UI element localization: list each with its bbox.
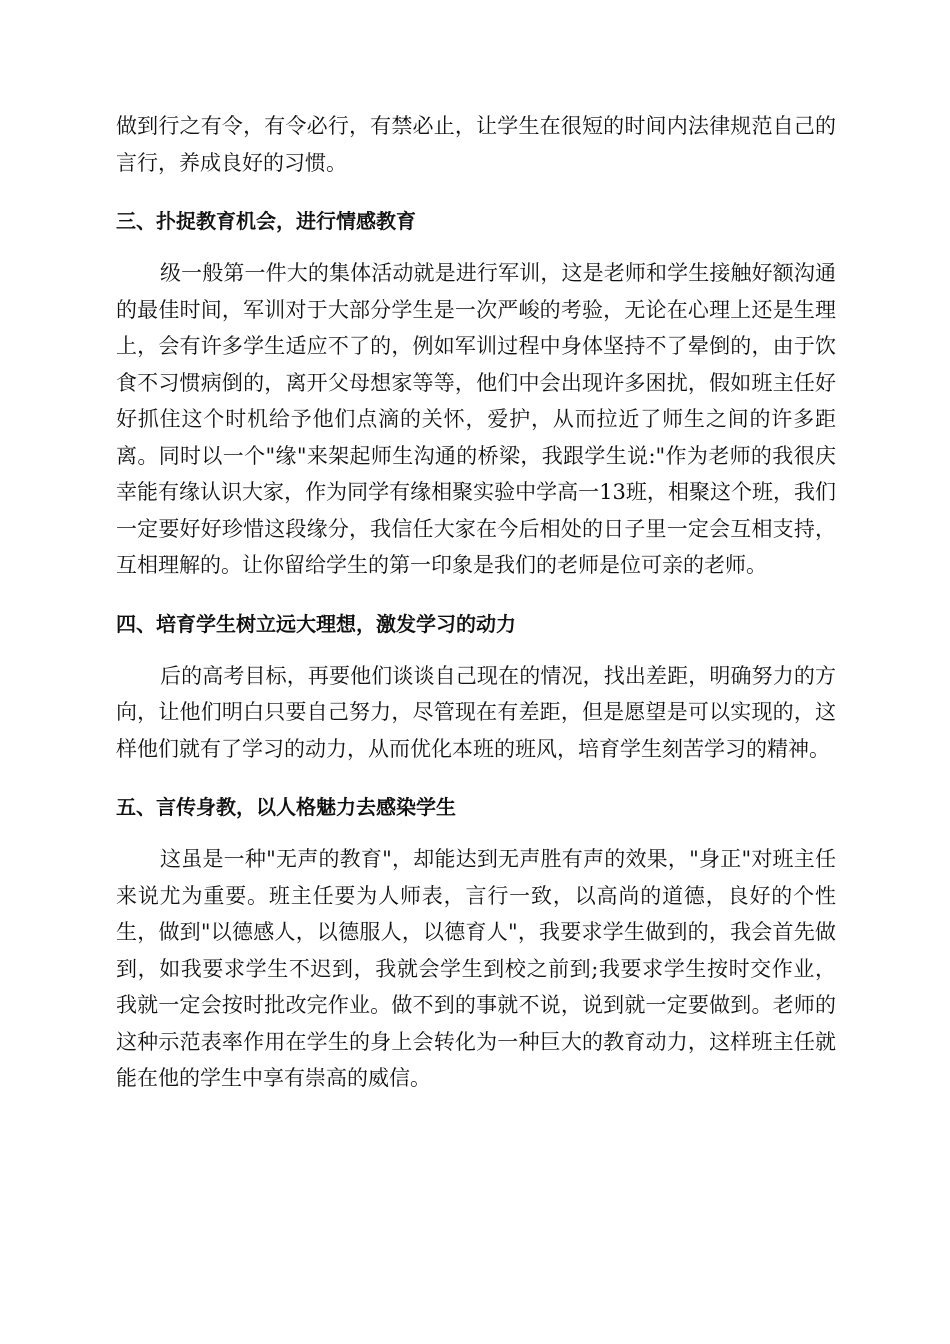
section-5-heading: 五、言传身教，以人格魅力去感染学生 bbox=[116, 795, 456, 819]
document-body bbox=[116, 108, 836, 1097]
section-4-paragraph: 后的高考目标，再要他们谈谈自己现在的情况，找出差距，明确努力的方向，让他们明白只要自己努力，尽管现在有差距，但是愿望是可以实现的，这样他们就有了学习的动力，从而优化本班的班风，培育学生刻苦学习的精神。 bbox=[116, 663, 836, 761]
section-3-heading: 三、扑捉教育机会，进行情感教育 bbox=[116, 209, 416, 233]
section-3-paragraph: 级一般第一件大的集体活动就是进行军训，这是老师和学生接触好额沟通的最佳时间，军训对于大部分学生是一次严峻的考验，无论在心理上还是生理上，会有许多学生适应不了的，例如军训过程中身体坚持不了晕倒的，由于饮食不习惯病倒的，离开父母想家等等，他们中会出现许多困扰，假如班主任好好抓住这个时机给予他们点滴的关怀，爱护，从而拉近了师生之间的许多距离。同时以一个"缘"来架起师生沟通的桥梁，我跟学生说:"作为老师的我很庆幸能有缘认识大家，作为同学有缘相聚实验中学高一13班，相聚这个班，我们一定要好好珍惜这段缘分，我信任大家在今后相处的日子里一定会互相支持，互相理解的。让你留给学生的第一印象是我们的老师是位可亲的老师。 bbox=[116, 261, 836, 577]
intro-paragraph: 做到行之有令，有令必行，有禁必止，让学生在很短的时间内法律规范自己的言行，养成良好的习惯。 bbox=[116, 114, 836, 175]
section-5-paragraph: 这虽是一种"无声的教育"，却能达到无声胜有声的效果，"身正"对班主任来说尤为重要。班主任要为人师表，言行一致，以高尚的道德，良好的个性生，做到"以德感人，以德服人，以德育人"，我要求学生做到的，我会首先做到，如我要求学生不迟到，我就会学生到校之前到;我要求学生按时交作业，我就一定会按时批改完作业。做不到的事就不说，说到就一定要做到。老师的这种示范表率作用在学生的身上会转化为一种巨大的教育动力，这样班主任就能在他的学生中享有崇高的威信。 bbox=[116, 847, 836, 1090]
section-4-heading: 四、培育学生树立远大理想，激发学习的动力 bbox=[116, 611, 516, 636]
